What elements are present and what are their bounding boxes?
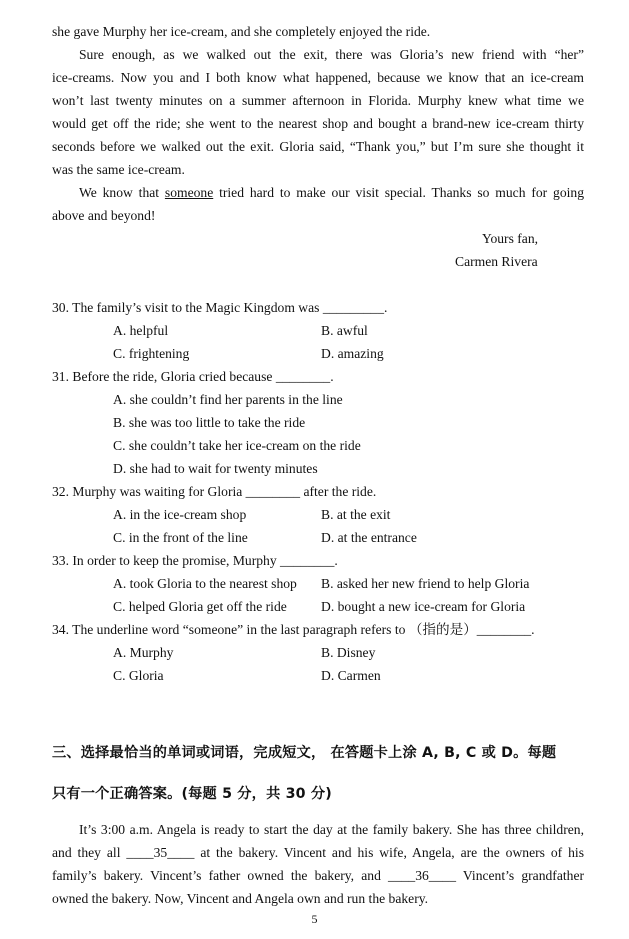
option: D. at the entrance [321, 530, 417, 545]
option: A. Murphy [113, 645, 174, 660]
option: B. she was too little to take the ride [113, 415, 306, 430]
option: B. asked her new friend to help Gloria [321, 576, 530, 591]
letter-line: seconds before we walked out the exit. Gloria said, “Thank you,” but I’m sure she thought it [52, 139, 584, 154]
option: C. she couldn’t take her ice-cream on the ride [113, 438, 361, 453]
section-heading: 三、选择最恰当的单词或词语，完成短文， 在答题卡上涂 A, B, C 或 D。每题 [52, 745, 557, 761]
option: D. bought a new ice-cream for Gloria [321, 599, 526, 614]
question-stem: 33. In order to keep the promise, Murphy ________. [52, 553, 338, 568]
option: A. she couldn’t find her parents in the line [113, 392, 343, 407]
option: D. Carmen [321, 668, 381, 683]
section-heading: 只有一个正确答案。(每题 5 分，共 30 分) [52, 786, 332, 802]
letter-line: Sure enough, as we walked out the exit, there was Gloria’s new friend with “her” [79, 47, 584, 62]
letter-line: won’t last twenty minutes on a summer afternoon in Florida. Murphy knew what time we [52, 93, 584, 108]
letter-line: would get off the ride; she went to the nearest shop and bought a brand-new ice-cream thirty [52, 116, 584, 131]
question-stem: 32. Murphy was waiting for Gloria ________ after the ride. [52, 484, 377, 499]
question-stem: 31. Before the ride, Gloria cried because ________. [52, 369, 334, 384]
option: B. awful [321, 323, 368, 338]
option: A. in the ice-cream shop [113, 507, 247, 522]
option: D. she had to wait for twenty minutes [113, 461, 318, 476]
option: C. Gloria [113, 668, 164, 683]
letter-text: tried hard to make our visit special. Thanks so much for going [213, 185, 584, 200]
letter-line-underline-word [79, 184, 584, 202]
option: C. frightening [113, 346, 190, 361]
passage-line: family’s bakery. Vincent’s father owned the bakery, and ____36____ Vincent’s grandfather [52, 868, 584, 883]
letter-closing: Yours fan, [482, 231, 539, 246]
letter-signature: Carmen Rivera [455, 254, 538, 269]
page-number: 5 [311, 912, 318, 926]
question-stem: 34. The underline word “someone” in the last paragraph refers to （指的是）________. [52, 622, 535, 637]
option: A. took Gloria to the nearest shop [113, 576, 297, 591]
option: A. helpful [113, 323, 169, 338]
question-stem: 30. The family’s visit to the Magic Kingdom was _________. [52, 300, 388, 315]
passage-line: owned the bakery. Now, Vincent and Angela own and run the bakery. [52, 891, 429, 906]
passage-line: It’s 3:00 a.m. Angela is ready to start the day at the family bakery. She has three children, [79, 822, 584, 837]
option: C. in the front of the line [113, 530, 248, 545]
option: C. helped Gloria get off the ride [113, 599, 287, 614]
underlined-word: someone [164, 185, 214, 200]
letter-line: ice-creams. Now you and I both know what happened, because we know that an ice-cream [52, 70, 584, 85]
option: D. amazing [321, 346, 384, 361]
option: B. Disney [321, 645, 376, 660]
letter-line: she gave Murphy her ice-cream, and she completely enjoyed the ride. [52, 24, 431, 39]
letter-line: was the same ice-cream. [52, 162, 185, 177]
option: B. at the exit [321, 507, 391, 522]
letter-line: above and beyond! [52, 208, 156, 223]
letter-text: We know that [79, 185, 165, 200]
passage-line: and they all ____35____ at the bakery. Vincent and his wife, Angela, are the owners of his [52, 845, 584, 860]
